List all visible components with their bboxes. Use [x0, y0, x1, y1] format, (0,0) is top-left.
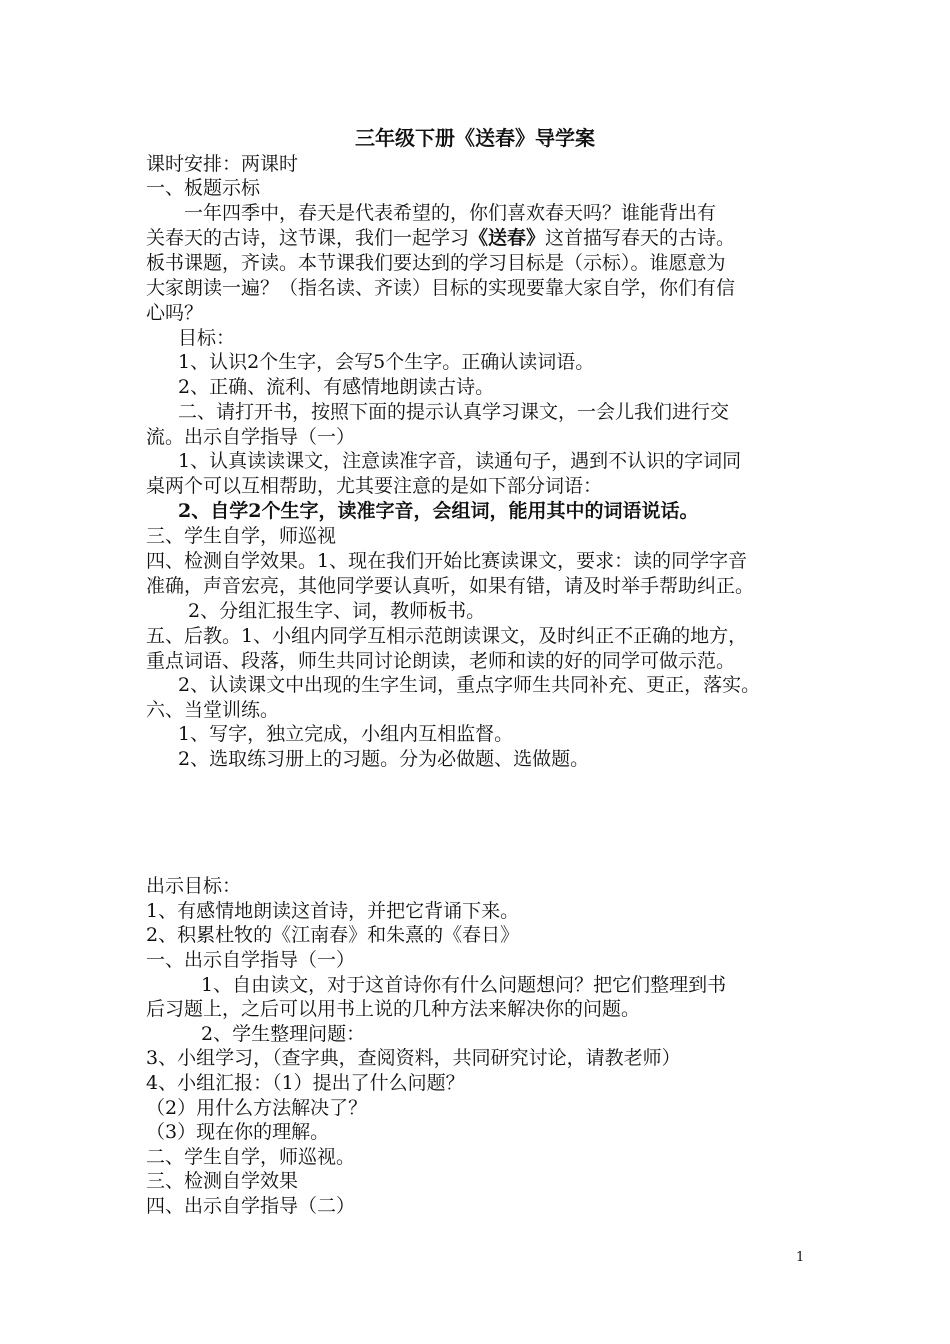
- list-item: 2、分组汇报生字、词，教师板书。: [188, 600, 486, 622]
- text-line: 目标：: [178, 327, 236, 349]
- text-line: 心吗？: [146, 302, 204, 324]
- section-heading: 五、后教。1、小组内同学互相示范朗读课文，及时纠正不正确的地方，: [146, 625, 748, 647]
- text-line: 重点词语、段落，师生共同讨论朗读，老师和读的好的同学可做示范。: [146, 650, 736, 672]
- text-line: 流。出示自学指导（一）: [146, 426, 356, 448]
- text-segment: 这首描写春天的古诗。: [545, 227, 736, 249]
- section-heading: 二、学生自学，师巡视。: [146, 1146, 356, 1168]
- list-item: 2、积累杜牧的《江南春》和朱熹的《春日》: [146, 924, 520, 946]
- list-item: 1、认真读读课文，注意读准字音，读通句子，遇到不认识的字词同: [178, 450, 742, 472]
- text-segment: 关春天的古诗，这节课，我们一起学习: [146, 227, 470, 249]
- section-heading: 一、出示自学指导（一）: [146, 949, 356, 971]
- list-item: 2、正确、流利、有感情地朗读古诗。: [178, 376, 495, 398]
- text-line: 大家朗读一遍？（指名读、齐读）目标的实现要靠大家自学，你们有信: [146, 277, 736, 299]
- list-item: 1、自由读文，对于这首诗你有什么问题想问？把它们整理到书: [201, 974, 727, 996]
- section-heading: 二、请打开书，按照下面的提示认真学习课文，一会儿我们进行交: [178, 401, 730, 423]
- text-line: [146, 226, 830, 250]
- list-item: 2、认读课文中出现的生字生词，重点字师生共同补充、更正，落实。: [178, 674, 761, 696]
- list-item: 1、认识2个生字，会写5个生字。正确认读词语。: [178, 351, 595, 373]
- section-heading: 三、检测自学效果: [146, 1170, 299, 1192]
- section-heading: 三、学生自学，师巡视: [146, 525, 337, 547]
- text-line: 准确，声音宏亮，其他同学要认真听，如果有错，请及时举手帮助纠正。: [146, 575, 755, 597]
- list-item: 2、选取练习册上的习题。分为必做题、选做题。: [178, 748, 590, 770]
- list-item: （3）现在你的理解。: [146, 1121, 330, 1143]
- text-line: 课时安排：两课时: [146, 153, 299, 175]
- text-line: 后习题上，之后可以用书上说的几种方法来解决你的问题。: [146, 998, 641, 1020]
- section-heading: 出示目标：: [146, 875, 242, 897]
- document-title: 三年级下册《送春》导学案: [355, 126, 595, 150]
- section-heading: 一、板题示标: [146, 177, 261, 199]
- text-line: 桌两个可以互相帮助，尤其要注意的是如下部分词语：: [146, 475, 603, 497]
- lesson-title-emphasis: 《送春》: [469, 227, 546, 249]
- list-item: 1、有感情地朗读这首诗，并把它背诵下来。: [146, 900, 520, 922]
- section-heading: 六、当堂训练。: [146, 699, 280, 721]
- list-item: （2）用什么方法解决了？: [146, 1097, 368, 1119]
- list-item: 2、自学2个生字，读准字音，会组词，能用其中的词语说话。: [178, 500, 699, 522]
- page-number: 1: [796, 1250, 805, 1265]
- text-line: 板书课题，齐读。本节课我们要达到的学习目标是（示标）。谁愿意为: [146, 252, 726, 274]
- list-item: 4、小组汇报：（1）提出了什么问题？: [146, 1072, 465, 1094]
- list-item: 2、学生整理问题：: [201, 1023, 366, 1045]
- section-heading: 四、检测自学效果。1、现在我们开始比赛读课文，要求：读的同学字音: [146, 550, 748, 572]
- list-item: 3、小组学习，（查字典，查阅资料，共同研究讨论，请教老师）: [146, 1047, 681, 1069]
- list-item: 1、写字，独立完成，小组内互相监督。: [178, 723, 514, 745]
- text-line: 一年四季中，春天是代表希望的，你们喜欢春天吗？谁能背出有: [184, 202, 717, 224]
- section-heading: 四、出示自学指导（二）: [146, 1195, 356, 1217]
